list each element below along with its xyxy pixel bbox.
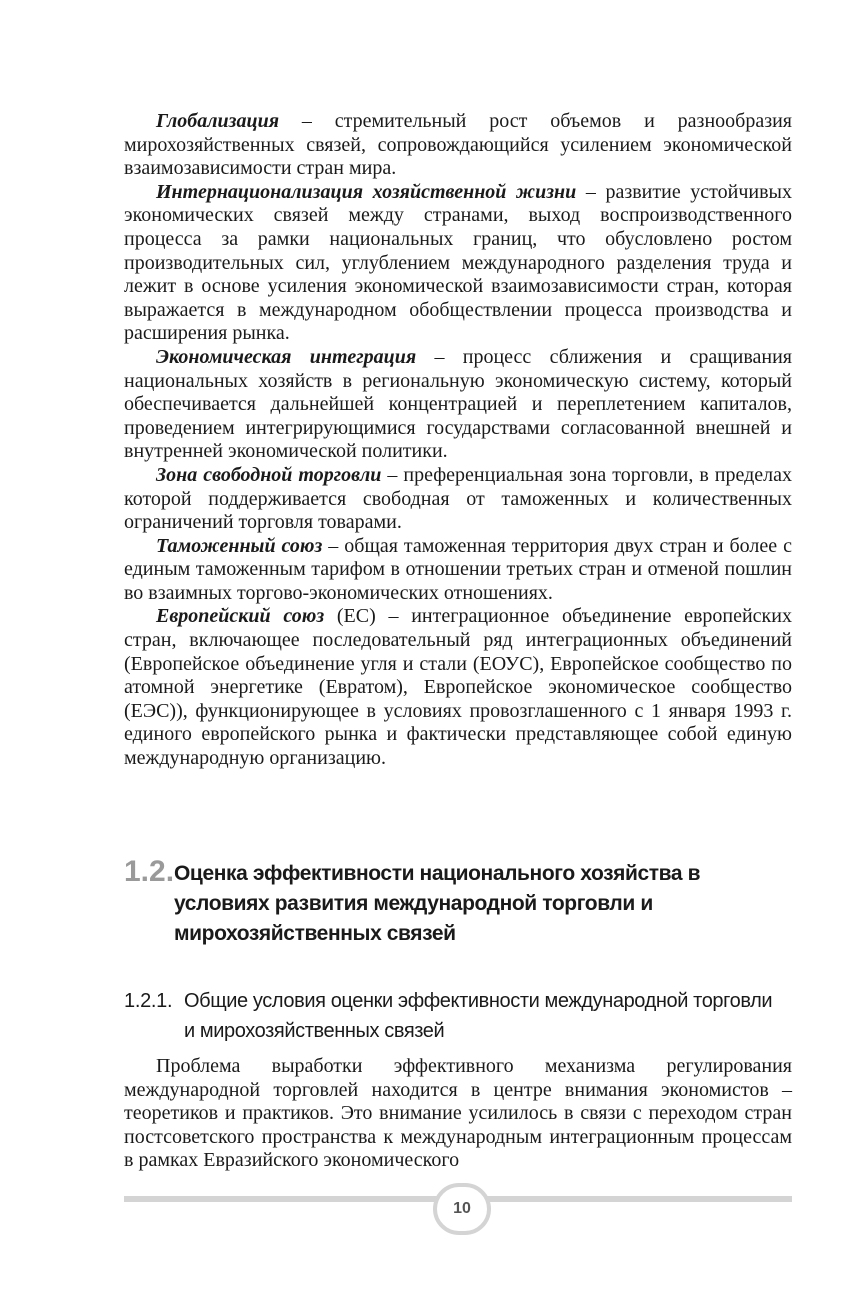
definition-paragraph — [124, 110, 792, 181]
definition-term: Глобализация — [156, 110, 279, 132]
subsection-title: Общие условия оценки эффективности международной торговли и мирохозяйственных связей — [184, 990, 773, 1042]
definition-paragraph — [124, 181, 792, 346]
page-number: 10 — [433, 1183, 491, 1235]
definition-text: – развитие устойчивых экономических связей между странами, выход воспроизводственного процесса за рамки национальных границ, что обусловлено ростом производительных сил, углублением международного разделения труда и лежит в основе усиления экономической взаимозависимости стран, которая выражается в международном обобществлении процесса производства и расширения рынка. — [124, 180, 792, 345]
definition-text: – общая таможенная территория двух стран и более с единым таможенным тарифом в отношении третьих стран и отменой пошлин во взаимных торгово-экономических отношениях. — [124, 534, 793, 604]
definition-term: Интернационализация хозяйственной жизни — [156, 180, 577, 203]
definition-text: – преференциальная зона торговли, в пределах которой поддерживается свободная от таможенных и количественных ограничений торговля товарами. — [124, 463, 792, 534]
definition-term: Экономическая интеграция — [156, 345, 417, 368]
section-heading — [124, 855, 734, 949]
definition-paragraph — [124, 605, 792, 770]
definition-paragraph — [124, 535, 792, 606]
definitions-block — [124, 110, 792, 771]
definition-text: – процесс сближения и сращивания национальных хозяйств в региональную экономическую систему, который обеспечивается дальнейшей концентрацией и переплетением капиталов, проведением интегрирующимися государствами согласованной внешней и внутренней экономической политики. — [124, 345, 792, 463]
definition-term: Зона свободной торговли — [156, 463, 382, 486]
section-title: Оценка эффективности национального хозяйства в условиях развития международной торговли и мирохозяйственных связей — [174, 862, 701, 945]
subsection-number: 1.2.1. — [124, 990, 173, 1012]
definition-term: Таможенный союз — [156, 534, 323, 557]
definition-paragraph — [124, 346, 792, 464]
definition-paragraph — [124, 464, 792, 535]
definition-text: – стремительный рост объемов и разнообразия мирохозяйственных связей, сопровождающийся усилением экономической взаимозависимости стран мира. — [124, 110, 792, 180]
body-paragraph: Проблема выработки эффективного механизма регулирования международной торговлей находится в центре внимания экономистов – теоретиков и практиков. Это внимание усилилось в связи с переходом стран постсоветского пространства к международным интеграционным процессам в рамках Евразийского экономического — [124, 1055, 792, 1172]
definition-term: Европейский союз — [156, 605, 325, 628]
body-text — [124, 1055, 792, 1173]
definition-text: (ЕС) – интеграционное объединение европейских стран, включающее последовательный ряд интеграционных объединений (Европейское объединение угля и стали (ЕОУС), Европейское сообщество по атомной энергетике (Евратом), Европейское экономическое сообщество (ЕЭС)), функционирующее в условиях провозглашенного с 1 января 1993 г. единого европейского рынка и фактически представляющее собой единую международную организацию. — [124, 605, 792, 770]
section-number: 1.2. — [124, 855, 175, 888]
subsection-heading — [124, 986, 784, 1046]
